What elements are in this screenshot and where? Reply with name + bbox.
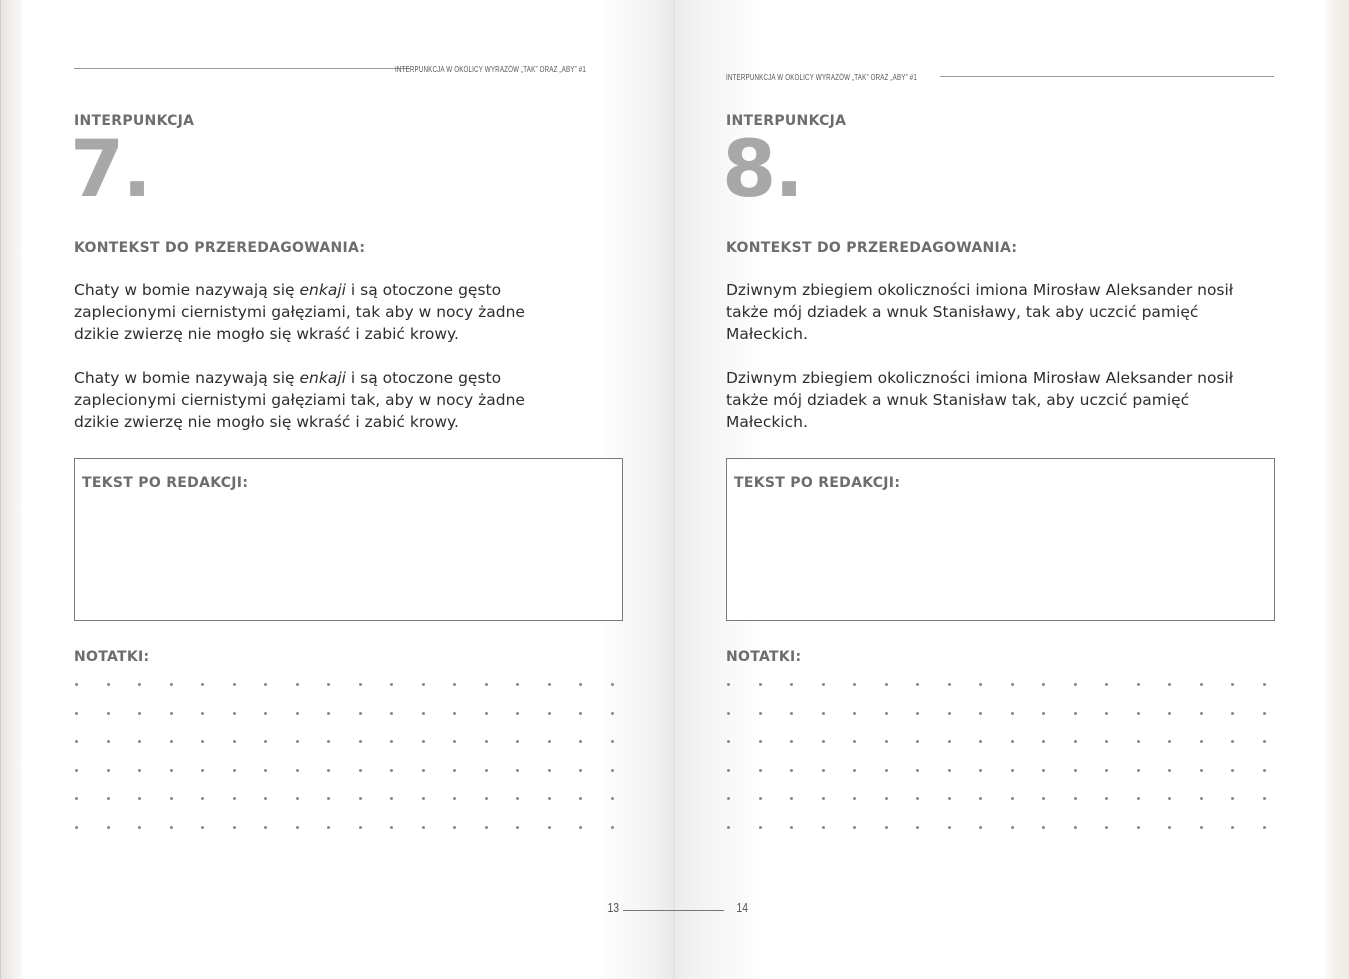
note-dot (853, 740, 856, 743)
edited-text-box[interactable] (74, 458, 623, 621)
note-dot (422, 826, 425, 829)
note-dot (727, 826, 730, 829)
note-dot (822, 769, 825, 772)
note-dot (107, 740, 110, 743)
italic-term: enkaji (299, 281, 346, 299)
note-dot (75, 826, 78, 829)
note-dot (170, 712, 173, 715)
note-dot (296, 712, 299, 715)
note-dot (138, 740, 141, 743)
note-dot (264, 712, 267, 715)
note-dot (1137, 712, 1140, 715)
note-dot (1231, 683, 1234, 686)
note-dot (1042, 740, 1045, 743)
note-dot (1231, 797, 1234, 800)
note-dot (1105, 683, 1108, 686)
running-head-rule-right (940, 76, 1274, 77)
note-dot (885, 769, 888, 772)
note-dot (1231, 740, 1234, 743)
note-dot (1200, 740, 1203, 743)
note-dot (1105, 797, 1108, 800)
note-dot (1105, 740, 1108, 743)
context-paragraph-1: Chaty w bomie nazywają się enkaji i są otoczone gęsto zaplecionymi ciernistymi gałęziami, tak aby w nocy żadne dzikie zwierzę nie mogło się wkraść i zabić krowy. (74, 281, 525, 343)
note-dot (422, 683, 425, 686)
page-number-right: 14 (736, 900, 749, 915)
note-dot (1263, 740, 1266, 743)
note-dot (516, 683, 519, 686)
note-dot (1231, 769, 1234, 772)
note-dot (422, 712, 425, 715)
note-dot (885, 797, 888, 800)
note-dot (979, 797, 982, 800)
note-dot (979, 740, 982, 743)
note-dot (201, 797, 204, 800)
note-dot (579, 683, 582, 686)
note-dot (107, 769, 110, 772)
note-dot (233, 769, 236, 772)
running-head-right (726, 70, 937, 84)
context-heading: KONTEKST DO PRZEREDAGOWANIA: (726, 240, 1018, 256)
note-dot (727, 740, 730, 743)
note-dot (75, 740, 78, 743)
note-dot (1074, 712, 1077, 715)
note-dot (1263, 683, 1266, 686)
note-dot (822, 683, 825, 686)
note-dot (759, 740, 762, 743)
note-dot (790, 740, 793, 743)
note-dot (1168, 769, 1171, 772)
section-label: INTERPUNKCJA (726, 113, 847, 129)
context-paragraph-1: Dziwnym zbiegiem okoliczności imiona Mirosław Aleksander nosił także mój dziadek a wnuk Stanisławy, tak aby uczcić pamięć Małeckich. (726, 281, 1234, 343)
note-dot (390, 769, 393, 772)
note-dot (233, 740, 236, 743)
note-dot (822, 740, 825, 743)
italic-term: enkaji (299, 369, 346, 387)
note-dot (327, 797, 330, 800)
note-dot (359, 797, 362, 800)
note-dot (979, 769, 982, 772)
note-dot (727, 769, 730, 772)
note-dot (390, 683, 393, 686)
note-dot (916, 826, 919, 829)
note-dot (822, 797, 825, 800)
note-dot (107, 826, 110, 829)
note-dot (1011, 769, 1014, 772)
note-dot (201, 683, 204, 686)
note-dot (170, 797, 173, 800)
note-dot (359, 683, 362, 686)
note-dot (579, 826, 582, 829)
note-dot (916, 683, 919, 686)
note-dot (611, 740, 614, 743)
note-dot (1200, 826, 1203, 829)
note-dot (1137, 740, 1140, 743)
note-dot (885, 683, 888, 686)
note-dot (485, 826, 488, 829)
note-dot (138, 683, 141, 686)
note-dot (233, 826, 236, 829)
note-dot (948, 797, 951, 800)
note-dot (453, 769, 456, 772)
running-head-text: INTERPUNKCJA W OKOLICY WYRAZÓW „TAK” ORAZ „ABY” #1 (395, 64, 586, 74)
note-dot (1074, 797, 1077, 800)
note-dot (422, 740, 425, 743)
note-dot (1074, 740, 1077, 743)
edited-text-label: TEKST PO REDAKCJI: (82, 475, 249, 491)
note-dot (1042, 826, 1045, 829)
note-dot (579, 769, 582, 772)
note-dot (138, 712, 141, 715)
note-dot (1200, 683, 1203, 686)
edited-text-label: TEKST PO REDAKCJI: (734, 475, 901, 491)
note-dot (1168, 683, 1171, 686)
note-dot (548, 797, 551, 800)
note-dot (516, 712, 519, 715)
note-dot (75, 769, 78, 772)
note-dot (296, 826, 299, 829)
note-dot (853, 826, 856, 829)
note-dot (1263, 769, 1266, 772)
note-dot (1168, 826, 1171, 829)
note-dot (759, 683, 762, 686)
book-spine (673, 0, 675, 979)
note-dot (296, 683, 299, 686)
note-dot (916, 740, 919, 743)
note-dot (359, 712, 362, 715)
note-dot (264, 769, 267, 772)
note-dot (75, 712, 78, 715)
note-dot (979, 826, 982, 829)
note-dot (516, 769, 519, 772)
note-dot (1042, 683, 1045, 686)
note-dot (1105, 769, 1108, 772)
context-paragraph-2: Chaty w bomie nazywają się enkaji i są otoczone gęsto zaplecionymi ciernistymi gałęziami tak, aby w nocy żadne dzikie zwierzę nie mogło się wkraść i zabić krowy. (74, 369, 525, 431)
note-dot (516, 797, 519, 800)
note-dot (1168, 712, 1171, 715)
note-dot (1011, 797, 1014, 800)
note-dot (453, 826, 456, 829)
note-dot (1231, 826, 1234, 829)
note-dot (359, 740, 362, 743)
note-dot (790, 826, 793, 829)
note-dot (948, 769, 951, 772)
note-dot (1105, 826, 1108, 829)
note-dot (296, 740, 299, 743)
note-dot (853, 683, 856, 686)
note-dot (264, 683, 267, 686)
note-dot (1042, 797, 1045, 800)
note-dot (75, 683, 78, 686)
note-dot (138, 797, 141, 800)
note-dot (1011, 683, 1014, 686)
note-dot (201, 769, 204, 772)
note-dot (948, 740, 951, 743)
note-dot (1011, 740, 1014, 743)
note-dot (264, 797, 267, 800)
note-dot (516, 740, 519, 743)
note-dot (1011, 712, 1014, 715)
note-dot (422, 769, 425, 772)
exercise-number: 8. (722, 125, 802, 215)
note-dot (727, 797, 730, 800)
notes-dot-grid[interactable] (727, 683, 1294, 855)
note-dot (790, 712, 793, 715)
note-dot (201, 826, 204, 829)
note-dot (611, 797, 614, 800)
note-dot (885, 712, 888, 715)
note-dot (611, 712, 614, 715)
note-dot (107, 797, 110, 800)
note-dot (822, 712, 825, 715)
note-dot (885, 826, 888, 829)
note-dot (1074, 826, 1077, 829)
note-dot (579, 797, 582, 800)
note-dot (822, 826, 825, 829)
note-dot (327, 769, 330, 772)
note-dot (107, 683, 110, 686)
note-dot (1263, 797, 1266, 800)
note-dot (979, 712, 982, 715)
note-dot (979, 683, 982, 686)
note-dot (1074, 769, 1077, 772)
note-dot (170, 740, 173, 743)
notes-dot-grid[interactable] (75, 683, 642, 855)
folio-rule (623, 910, 724, 911)
note-dot (948, 826, 951, 829)
note-dot (359, 826, 362, 829)
note-dot (1137, 683, 1140, 686)
note-dot (727, 683, 730, 686)
context-paragraph-2: Dziwnym zbiegiem okoliczności imiona Mirosław Aleksander nosił także mój dziadek a wnuk Stanisław tak, aby uczcić pamięć Małeckich. (726, 369, 1234, 431)
note-dot (327, 683, 330, 686)
note-dot (853, 712, 856, 715)
note-dot (485, 769, 488, 772)
book-edge-right (1325, 0, 1349, 979)
note-dot (1137, 826, 1140, 829)
note-dot (885, 740, 888, 743)
note-dot (485, 683, 488, 686)
note-dot (201, 712, 204, 715)
note-dot (1200, 769, 1203, 772)
note-dot (170, 769, 173, 772)
note-dot (611, 826, 614, 829)
note-dot (327, 740, 330, 743)
running-head-rule-left (74, 68, 410, 69)
section-label: INTERPUNKCJA (74, 113, 195, 129)
note-dot (853, 769, 856, 772)
note-dot (790, 797, 793, 800)
notes-label: NOTATKI: (74, 649, 150, 665)
note-dot (453, 712, 456, 715)
note-dot (138, 826, 141, 829)
note-dot (548, 826, 551, 829)
note-dot (296, 769, 299, 772)
note-dot (1168, 740, 1171, 743)
note-dot (453, 683, 456, 686)
note-dot (916, 797, 919, 800)
note-dot (759, 797, 762, 800)
edited-text-box[interactable] (726, 458, 1275, 621)
note-dot (138, 769, 141, 772)
note-dot (390, 797, 393, 800)
note-dot (1231, 712, 1234, 715)
note-dot (453, 740, 456, 743)
note-dot (1263, 712, 1266, 715)
running-head-left (395, 62, 629, 76)
note-dot (170, 683, 173, 686)
note-dot (453, 797, 456, 800)
note-dot (548, 683, 551, 686)
note-dot (1042, 712, 1045, 715)
note-dot (390, 740, 393, 743)
note-dot (1105, 712, 1108, 715)
note-dot (579, 712, 582, 715)
running-head-text: INTERPUNKCJA W OKOLICY WYRAZÓW „TAK” ORAZ „ABY” #1 (726, 72, 917, 82)
note-dot (759, 769, 762, 772)
note-dot (296, 797, 299, 800)
note-dot (359, 769, 362, 772)
note-dot (790, 683, 793, 686)
note-dot (759, 712, 762, 715)
note-dot (516, 826, 519, 829)
note-dot (790, 769, 793, 772)
note-dot (233, 683, 236, 686)
note-dot (1200, 797, 1203, 800)
note-dot (916, 712, 919, 715)
note-dot (327, 826, 330, 829)
note-dot (327, 712, 330, 715)
note-dot (1137, 797, 1140, 800)
note-dot (1168, 797, 1171, 800)
note-dot (485, 797, 488, 800)
note-dot (611, 769, 614, 772)
note-dot (485, 712, 488, 715)
note-dot (548, 712, 551, 715)
note-dot (201, 740, 204, 743)
note-dot (1011, 826, 1014, 829)
note-dot (485, 740, 488, 743)
note-dot (75, 797, 78, 800)
note-dot (233, 797, 236, 800)
note-dot (170, 826, 173, 829)
note-dot (422, 797, 425, 800)
note-dot (948, 683, 951, 686)
note-dot (390, 826, 393, 829)
note-dot (107, 712, 110, 715)
note-dot (611, 683, 614, 686)
exercise-number: 7. (70, 125, 150, 215)
note-dot (1200, 712, 1203, 715)
note-dot (853, 797, 856, 800)
note-dot (264, 740, 267, 743)
note-dot (727, 712, 730, 715)
note-dot (548, 740, 551, 743)
note-dot (1074, 683, 1077, 686)
note-dot (916, 769, 919, 772)
note-dot (759, 826, 762, 829)
note-dot (1042, 769, 1045, 772)
context-heading: KONTEKST DO PRZEREDAGOWANIA: (74, 240, 366, 256)
note-dot (264, 826, 267, 829)
note-dot (233, 712, 236, 715)
page-number-left: 13 (607, 900, 620, 915)
note-dot (1263, 826, 1266, 829)
note-dot (948, 712, 951, 715)
note-dot (548, 769, 551, 772)
note-dot (390, 712, 393, 715)
note-dot (1137, 769, 1140, 772)
note-dot (579, 740, 582, 743)
notes-label: NOTATKI: (726, 649, 802, 665)
